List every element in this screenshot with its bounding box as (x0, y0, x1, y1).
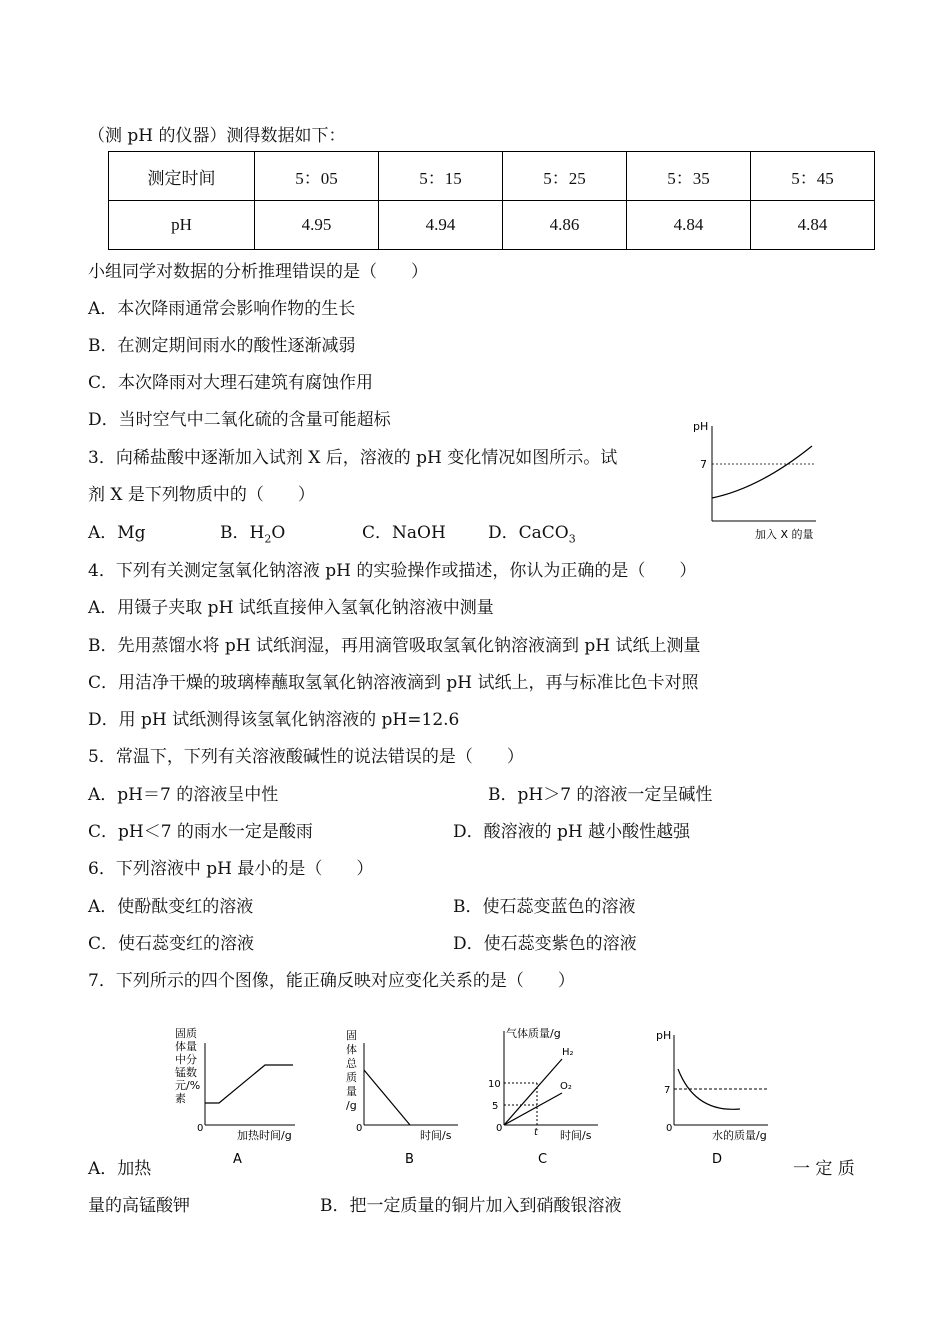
svg-text:总: 总 (346, 1057, 357, 1070)
y-axis-label (346, 1029, 358, 1112)
svg-text:0: 0 (197, 1123, 204, 1134)
table-cell: 4.95 (255, 201, 379, 250)
svg-text:量: 量 (346, 1085, 357, 1098)
table-cell: 5：15 (379, 152, 503, 201)
q4-option-a: A．用镊子夹取 pH 试纸直接伸入氢氧化钠溶液中测量 (88, 598, 494, 618)
q5-option-c: C．pH＜7 的雨水一定是酸雨 (88, 822, 313, 842)
q4-option-c: C．用洁净干燥的玻璃棒蘸取氢氧化钠溶液滴到 pH 试纸上，再与标准比色卡对照 (88, 673, 699, 693)
q2-stem: 小组同学对数据的分析推理错误的是（ ） (88, 262, 428, 282)
y-axis-label: pH (656, 1029, 672, 1042)
q5-option-a: A．pH＝7 的溶液呈中性 (88, 785, 279, 805)
graph-letter: C (538, 1152, 548, 1167)
q7-option-b: B．把一定质量的铜片加入到硝酸银溶液 (320, 1196, 622, 1216)
svg-text:0: 0 (356, 1123, 363, 1134)
svg-text:固质: 固质 (175, 1027, 197, 1040)
mass-fraction-line (205, 1065, 293, 1103)
table-cell: 4.84 (627, 201, 751, 250)
q3-stem-line1: 3．向稀盐酸中逐渐加入试剂 X 后，溶液的 pH 变化情况如图所示。试 (88, 448, 618, 468)
table-cell: 5：45 (751, 152, 875, 201)
table-cell: 4.84 (751, 201, 875, 250)
table-row (109, 152, 875, 201)
table-header-cell: 测定时间 (109, 152, 255, 201)
q3-option-a: A．Mg (88, 523, 146, 543)
y-axis-label: pH (693, 420, 709, 433)
ph-curve (712, 446, 812, 498)
svg-text:t: t (534, 1127, 538, 1138)
q3-option-c: C．NaOH (362, 523, 446, 543)
q7-graph-d (650, 1025, 780, 1175)
q7-graph-c (480, 1025, 610, 1175)
q6-option-c: C．使石蕊变红的溶液 (88, 934, 255, 954)
q5-option-d: D．酸溶液的 pH 越小酸性越强 (453, 822, 691, 842)
table-row (109, 201, 875, 250)
q2-option-d: D．当时空气中二氧化硫的含量可能超标 (88, 410, 391, 430)
x-axis-label: 时间/s (420, 1129, 452, 1142)
q6-option-a: A．使酚酞变红的溶液 (88, 897, 254, 917)
q7-stem: 7．下列所示的四个图像，能正确反映对应变化关系的是（ ） (88, 971, 575, 991)
svg-text:0: 0 (496, 1123, 503, 1134)
q2-option-c: C．本次降雨对大理石建筑有腐蚀作用 (88, 373, 374, 393)
h2-line (504, 1059, 562, 1125)
q5-stem: 5．常温下，下列有关溶液酸碱性的说法错误的是（ ） (88, 747, 524, 767)
y-axis-label (175, 1026, 200, 1105)
o2-line (504, 1093, 562, 1125)
q7-graph-a (165, 1025, 305, 1175)
svg-text:中分: 中分 (175, 1053, 197, 1066)
x-axis-label: 加入 X 的量 (755, 528, 814, 541)
ref-label: 7 (700, 458, 707, 471)
x-axis-label: 水的质量/g (712, 1129, 767, 1142)
svg-text:7: 7 (664, 1085, 671, 1096)
table-header-cell: pH (109, 201, 255, 250)
svg-text:5: 5 (492, 1101, 499, 1112)
q3-option-d: D．CaCO$_3$ (488, 523, 576, 546)
graph-letter: D (712, 1152, 723, 1167)
q2-option-a: A．本次降雨通常会影响作物的生长 (88, 299, 356, 319)
q7-option-a-part3: 量的高锰酸钾 (88, 1196, 190, 1216)
svg-text:固: 固 (346, 1029, 357, 1042)
svg-text:元/%: 元/% (175, 1079, 201, 1092)
graph-letter: B (405, 1152, 414, 1167)
q3-option-b: B．$H_2O$ (220, 523, 286, 546)
q3-stem-line2: 剂 X 是下列物质中的（ ） (88, 485, 315, 505)
svg-text:素: 素 (175, 1092, 186, 1105)
svg-text:10: 10 (488, 1079, 501, 1090)
x-axis-label: 时间/s (560, 1129, 592, 1142)
svg-text:锰数: 锰数 (175, 1066, 197, 1079)
q7-option-a-part1: A．加热 (88, 1159, 152, 1179)
q4-stem: 4．下列有关测定氢氧化钠溶液 pH 的实验操作或描述，你认为正确的是（ ） (88, 561, 697, 581)
svg-text:/g: /g (346, 1099, 357, 1112)
q6-option-d: D．使石蕊变紫色的溶液 (453, 934, 637, 954)
q5-option-b: B．pH＞7 的溶液一定呈碱性 (488, 785, 713, 805)
q3-ph-graph (690, 418, 840, 546)
q7-option-a-part2: 一 定 质 (793, 1159, 855, 1179)
q6-stem: 6．下列溶液中 pH 最小的是（ ） (88, 859, 374, 879)
q2-option-b: B．在测定期间雨水的酸性逐渐减弱 (88, 336, 356, 356)
o2-label: O₂ (560, 1081, 572, 1092)
intro-text: （测 pH 的仪器）测得数据如下： (88, 126, 346, 146)
y-axis-label: 气体质量/g (506, 1027, 561, 1040)
table-cell: 4.94 (379, 201, 503, 250)
svg-text:体量: 体量 (175, 1040, 197, 1053)
h2-label: H₂ (562, 1047, 574, 1058)
ph-data-table (108, 151, 875, 250)
graph-letter: A (233, 1152, 242, 1167)
table-cell: 5：25 (503, 152, 627, 201)
svg-text:体: 体 (346, 1043, 357, 1056)
svg-text:0: 0 (666, 1123, 673, 1134)
table-cell: 4.86 (503, 201, 627, 250)
svg-text:质: 质 (346, 1071, 357, 1084)
mass-line (364, 1070, 410, 1125)
q6-option-b: B．使石蕊变蓝色的溶液 (453, 897, 636, 917)
q4-option-b: B．先用蒸馏水将 pH 试纸润湿，再用滴管吸取氢氧化钠溶液滴到 pH 试纸上测量 (88, 636, 701, 656)
q4-option-d: D．用 pH 试纸测得该氢氧化钠溶液的 pH=12.6 (88, 710, 460, 730)
table-cell: 5：05 (255, 152, 379, 201)
q7-graph-b (340, 1025, 470, 1175)
table-cell: 5：35 (627, 152, 751, 201)
x-axis-label: 加热时间/g (237, 1129, 292, 1142)
